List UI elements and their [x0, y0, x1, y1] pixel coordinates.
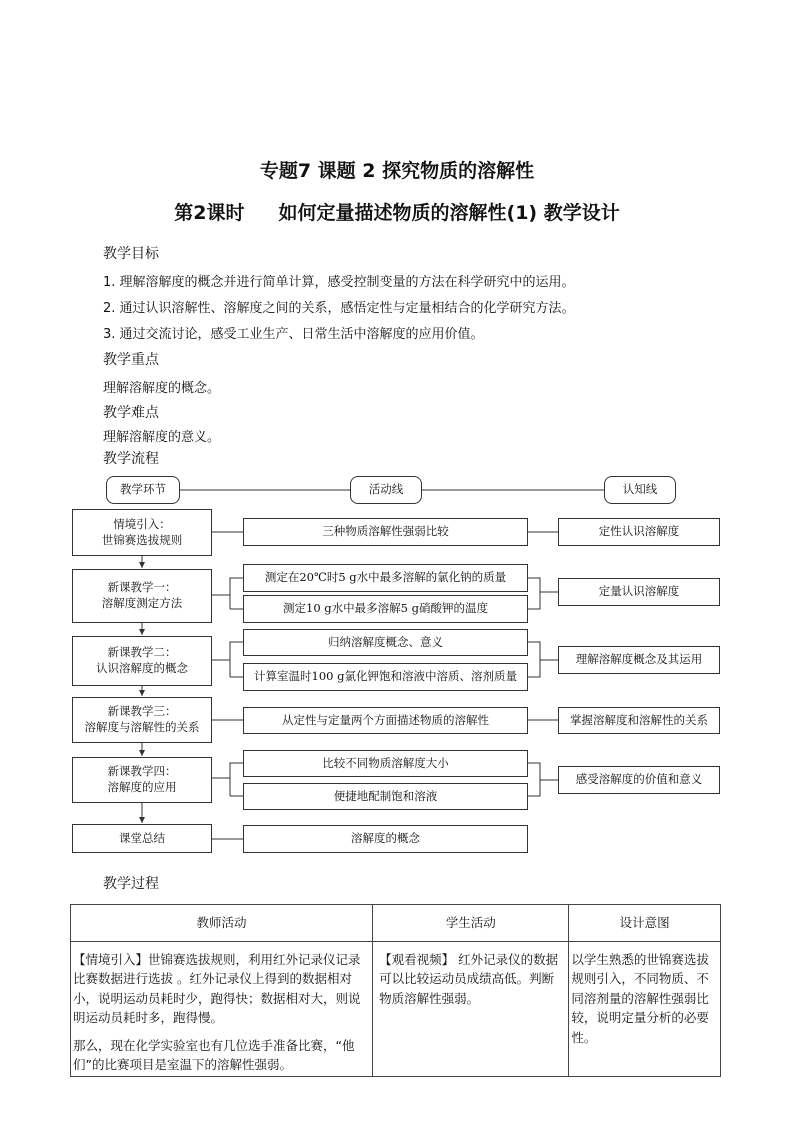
- flow-activity-6: 从定性与定量两个方面描述物质的溶解性: [243, 707, 528, 734]
- flow-activity-1: 三种物质溶解性强弱比较: [243, 518, 528, 546]
- flow-stage-1: 情境引入： 世锦赛选拔规则: [72, 509, 212, 556]
- goal-item-2: 2. 通过认识溶解性、溶解度之间的关系，感悟定性与定量相结合的化学研究方法。: [103, 301, 575, 316]
- flow-header-stage: 教学环节: [106, 476, 180, 504]
- flow-header-cognition: 认知线: [604, 476, 676, 504]
- design-intent-cell: 以学生熟悉的世锦赛选拔规则引入，不同物质、不同溶剂量的溶解性强弱比较，说明定量分析的必要性。: [569, 942, 721, 1077]
- flow-stage-6: 课堂总结: [72, 824, 212, 853]
- lesson-title: [0, 198, 794, 225]
- teacher-activity-cell: [71, 942, 373, 1077]
- flow-cognition-4: 掌握溶解度和溶解性的关系: [558, 707, 720, 734]
- flow-activity-9: 溶解度的概念: [243, 825, 528, 853]
- flow-stage-2: 新课教学一： 溶解度测定方法: [72, 569, 212, 623]
- student-activity-cell: 【观看视频】 红外记录仪的数据可以比较运动员成绩高低。判断物质溶解性强弱。: [373, 942, 569, 1077]
- table-row: [71, 942, 721, 1077]
- goal-item-1: 1. 理解溶解度的概念并进行简单计算，感受控制变量的方法在科学研究中的运用。: [103, 275, 575, 290]
- goals-heading: 教学目标: [103, 246, 159, 262]
- table-header-row: [71, 905, 721, 942]
- column-header-student: 学生活动: [373, 905, 569, 942]
- difficulty-text: 理解溶解度的意义。: [103, 430, 221, 445]
- column-header-teacher: 教师活动: [71, 905, 373, 942]
- document-title: 专题7 课题 2 探究物质的溶解性: [259, 160, 535, 182]
- flow-stage-3: 新课教学二： 认识溶解度的概念: [72, 636, 212, 686]
- flow-stage-5: 新课教学四： 溶解度的应用: [72, 757, 212, 803]
- flow-activity-4: 归纳溶解度概念、意义: [243, 629, 528, 656]
- key-point-heading: 教学重点: [103, 352, 159, 368]
- teaching-flow-chart: [70, 472, 722, 857]
- process-heading: 教学过程: [103, 876, 159, 892]
- difficulty-heading: 教学难点: [103, 405, 159, 421]
- key-point-text: 理解溶解度的概念。: [103, 381, 221, 396]
- lesson-number: 第2课时: [174, 202, 245, 224]
- flow-activity-5: 计算室温时100 g氯化钾饱和溶液中溶质、溶剂质量: [243, 663, 528, 691]
- flow-activity-8: 便捷地配制饱和溶液: [243, 783, 528, 810]
- lesson-subtitle: 如何定量描述物质的溶解性(1) 教学设计: [278, 202, 620, 224]
- flow-cognition-5: 感受溶解度的价值和意义: [558, 766, 720, 794]
- flow-header-activity: 活动线: [350, 476, 422, 504]
- flow-heading: 教学流程: [103, 451, 159, 467]
- flow-cognition-2: 定量认识溶解度: [558, 578, 720, 606]
- flow-stage-4: 新课教学三： 溶解度与溶解性的关系: [72, 697, 212, 743]
- column-header-intent: 设计意图: [569, 905, 721, 942]
- goal-item-3: 3. 通过交流讨论，感受工业生产、日常生活中溶解度的应用价值。: [103, 327, 484, 342]
- flow-cognition-3: 理解溶解度概念及其运用: [558, 646, 720, 674]
- flow-cognition-1: 定性认识溶解度: [558, 518, 720, 546]
- teacher-activity-followup: 那么，现在化学实验室也有几位选手准备比赛，“他们”的比赛项目是室温下的溶解性强弱。: [73, 1037, 355, 1072]
- flow-activity-2: 测定在20℃时5 g水中最多溶解的氯化钠的质量: [243, 564, 528, 592]
- flow-activity-3: 测定10 g水中最多溶解5 g硝酸钾的温度: [243, 595, 528, 623]
- flow-activity-7: 比较不同物质溶解度大小: [243, 750, 528, 777]
- teacher-activity-intro: 【情境引入】世锦赛选拔规则，利用红外记录仪记录比赛数据进行选拔 。红外记录仪上得到的数据相对小，说明运动员耗时少，跑得快；数据相对大，则说明运动员耗时多，跑得慢。: [73, 952, 361, 1026]
- teaching-process-table: [70, 904, 721, 1077]
